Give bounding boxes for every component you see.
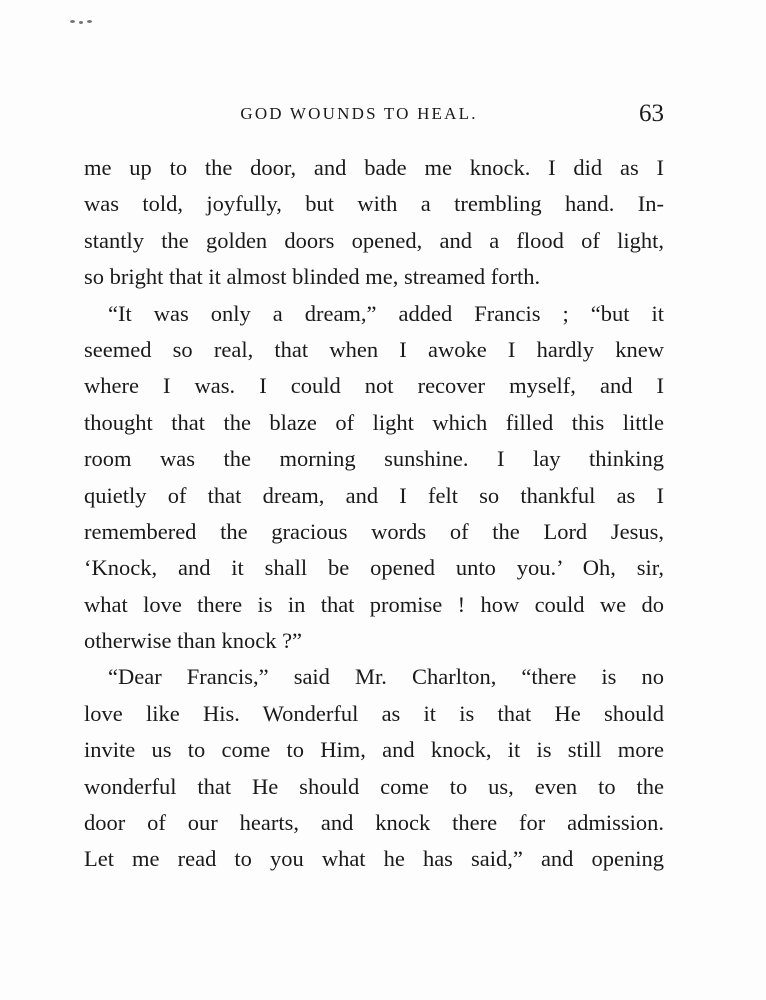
text-line: what love there is in that promise ! how could we do bbox=[84, 591, 664, 617]
running-head bbox=[84, 100, 664, 130]
text-line: wonderful that He should come to us, even to the bbox=[84, 773, 664, 799]
text-line: seemed so real, that when I awoke I hardly knew bbox=[84, 336, 664, 362]
print-speck bbox=[87, 20, 92, 23]
text-line: was told, joyfully, but with a trembling hand. In- bbox=[84, 191, 664, 217]
text-line: where I was. I could not recover myself, and I bbox=[84, 373, 664, 399]
text-line: ‘Knock, and it shall be opened unto you.’ Oh, sir, bbox=[84, 555, 664, 581]
page-number: 63 bbox=[639, 100, 664, 127]
text-line: quietly of that dream, and I felt so thankful as I bbox=[84, 482, 664, 508]
text-line: room was the morning sunshine. I lay thinking bbox=[84, 446, 664, 472]
paragraph-first-line: “Dear Francis,” said Mr. Charlton, “there is no bbox=[108, 664, 664, 690]
text-line: stantly the golden doors opened, and a flood of light, bbox=[84, 227, 664, 253]
text-line: love like His. Wonderful as it is that He should bbox=[84, 700, 664, 726]
text-line: otherwise than knock ?” bbox=[84, 628, 303, 654]
running-title: GOD WOUNDS TO HEAL. bbox=[240, 104, 478, 123]
text-line: thought that the blaze of light which filled this little bbox=[84, 409, 664, 435]
print-speck bbox=[70, 20, 75, 23]
body-text bbox=[84, 150, 664, 878]
text-line: Let me read to you what he has said,” and opening bbox=[84, 846, 664, 872]
print-speck bbox=[79, 21, 83, 24]
paragraph-first-line: “It was only a dream,” added Francis ; “but it bbox=[108, 300, 664, 326]
text-line: remembered the gracious words of the Lord Jesus, bbox=[84, 518, 664, 544]
text-line: so bright that it almost blinded me, streamed forth. bbox=[84, 264, 541, 290]
text-line: me up to the door, and bade me knock. I did as I bbox=[84, 155, 664, 180]
text-line: invite us to come to Him, and knock, it is still more bbox=[84, 737, 664, 763]
text-line: door of our hearts, and knock there for admission. bbox=[84, 810, 664, 836]
